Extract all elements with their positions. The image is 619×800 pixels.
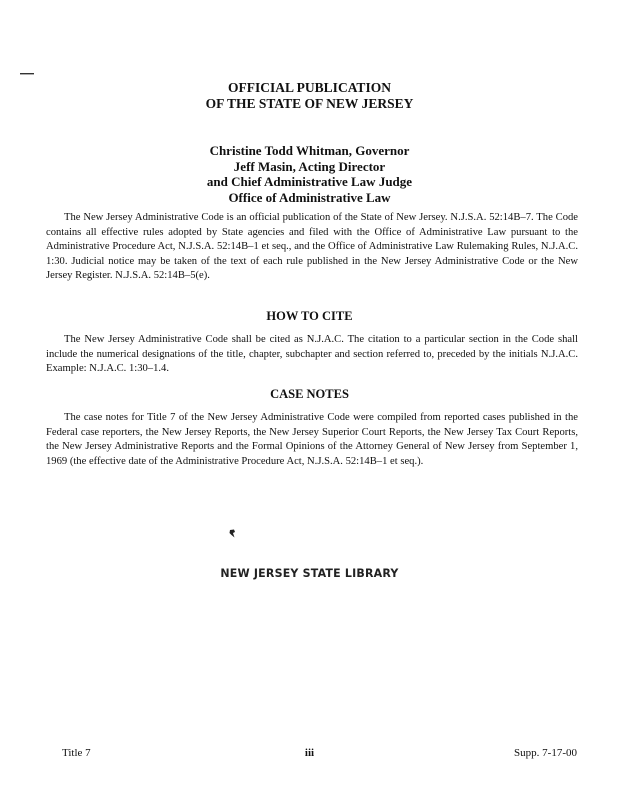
title-line-2: OF THE STATE OF NEW JERSEY [205,96,414,111]
footer-title: Title 7 [62,747,91,759]
scan-mark [20,73,34,75]
how-to-cite-heading: HOW TO CITE [266,309,353,323]
footer-page-number: iii [304,747,315,759]
footer-supplement: Supp. 7-17-00 [514,747,577,759]
how-to-cite-paragraph: The New Jersey Administrative Code shall be cited as N.J.A.C. The citation to a particular section in the Code shall include the numerical designations of the title, chapter, subchapter and section referred to, preceded by the initials N.J.A.C. Example: N.J.A.C. 1:30–1.4. [46,334,578,375]
case-notes-paragraph: The case notes for Title 7 of the New Jersey Administrative Code were compiled from reported cases published in the Federal case reporters, the New Jersey Reports, the New Jersey Superior Court Reports, the New Jersey Tax Court Reports, the New Jersey Administrative Reports and the Formal Opinions of the Attorney General of New Jersey from September 1, 1969 (the effective date of the Administrative Procedure Act, N.J.S.A. 52:14B–1 et seq.). [46,412,578,467]
case-notes-heading: CASE NOTES [270,387,349,401]
official-judge: and Chief Administrative Law Judge [206,174,413,190]
ink-mark-icon [229,529,236,538]
library-stamp: NEW JERSEY STATE LIBRARY [220,566,399,581]
officials-block [0,143,619,205]
official-governor: Christine Todd Whitman, Governor [209,143,410,158]
official-director: Jeff Masin, Acting Director [233,158,386,174]
intro-paragraph: The New Jersey Administrative Code is an official publication of the State of New Jersey. N.J.S.A. 52:14B–7. The Code contains all effective rules adopted by State agencies and filed with the Office of Administrative Law pursuant to the Administrative Procedure Act, N.J.S.A. 52:14B–1 et seq., and the Office of Administrative Law Rulemaking Rules, N.J.A.C. 1:30. Judicial notice may be taken of the text of each rule published in the New Jersey Administrative Code or the New Jersey Register. N.J.S.A. 52:14B–5(e). [46,212,578,282]
title-line-1: OFFICIAL PUBLICATION [228,80,391,95]
official-office: Office of Administrative Law [228,189,391,205]
publication-title [0,80,619,112]
